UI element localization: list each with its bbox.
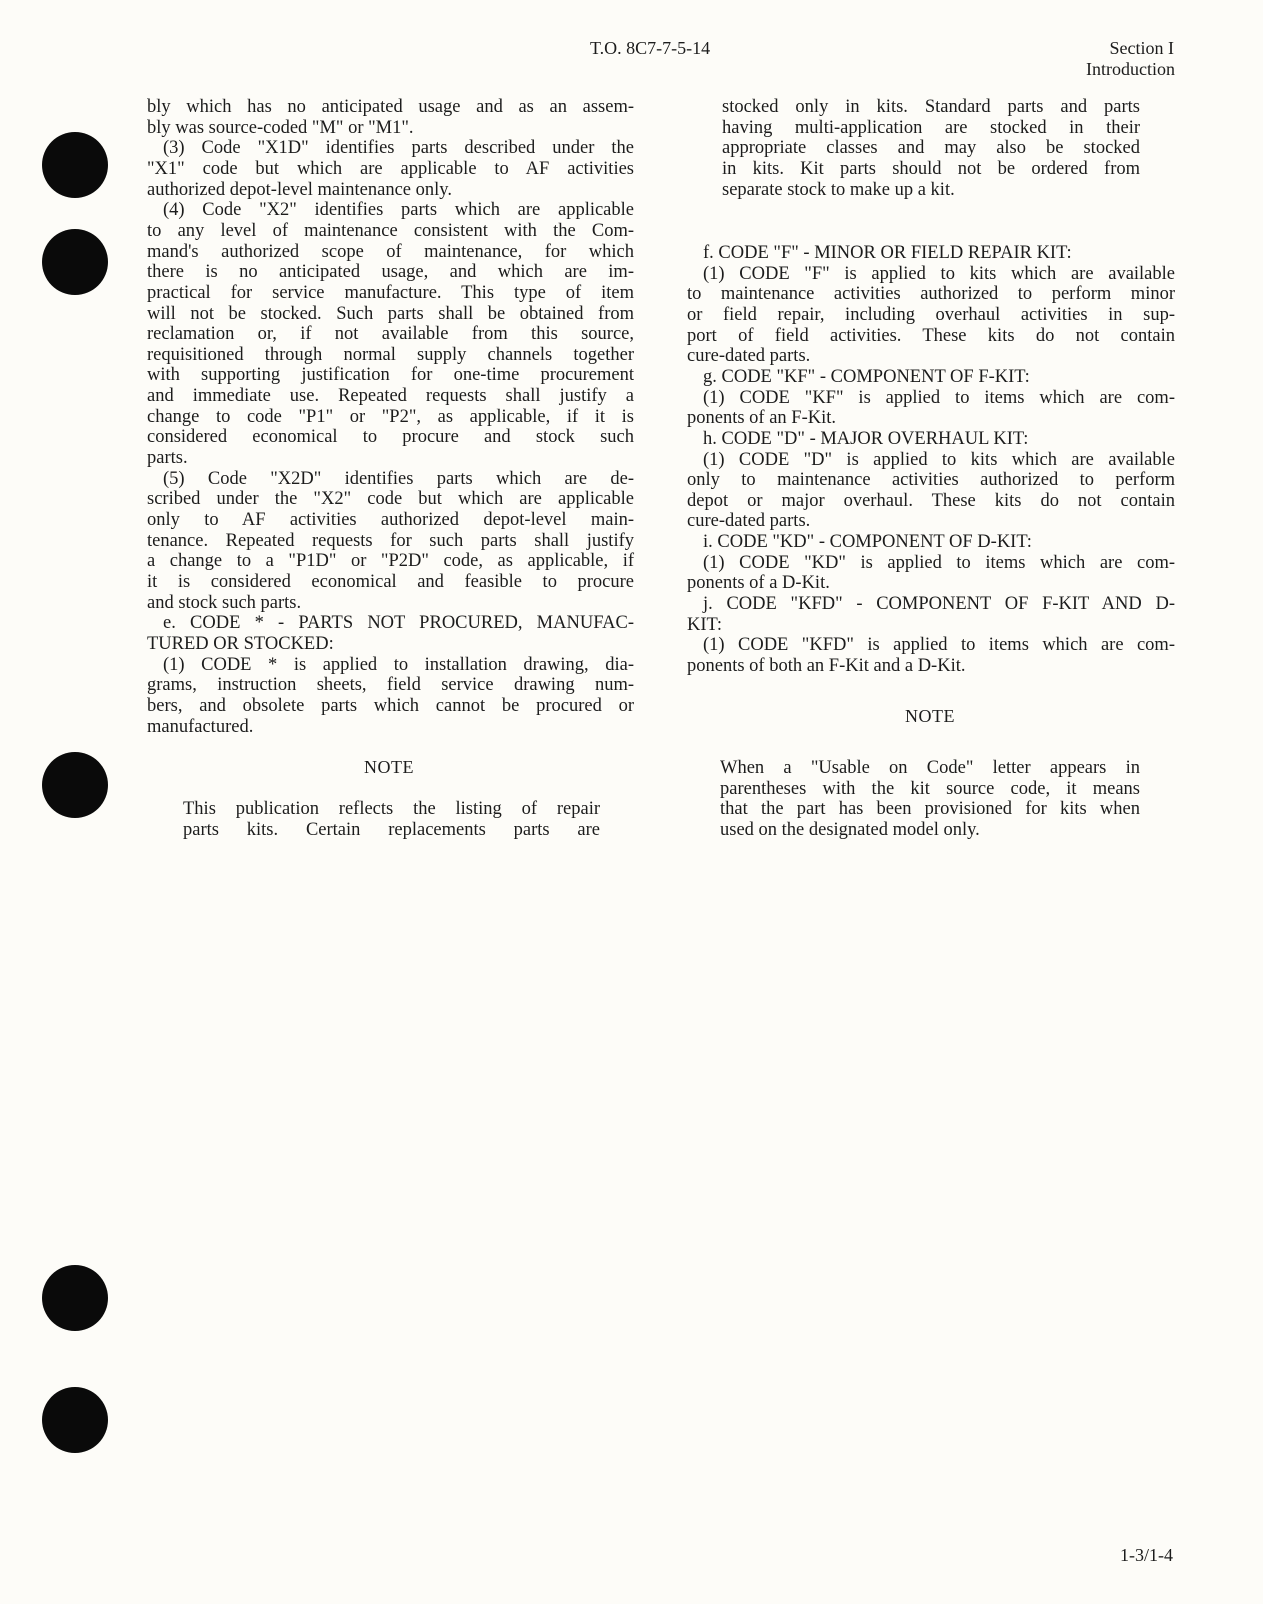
paragraph-line: g. CODE "KF" - COMPONENT OF F-KIT: [703,366,1030,387]
paragraph-line: f. CODE "F" - MINOR OR FIELD REPAIR KIT: [703,243,1072,263]
paragraph-line: bers, and obsolete parts which cannot be procured or [147,695,634,716]
paragraph-line: will not be stocked. Such parts shall be obtained from [147,303,634,324]
paragraph-line: j. CODE "KFD" - COMPONENT OF F-KIT AND D- [703,594,1175,615]
section-label: Section I [1109,38,1174,58]
paragraph-line: TURED OR STOCKED: [147,633,334,654]
paragraph-line: (4) Code "X2" identifies parts which are applicable [163,200,634,221]
punch-hole [42,752,108,818]
paragraph-line: "X1" code but which are applicable to AF activities [147,158,634,179]
paragraph-line: or field repair, including overhaul activities in sup- [687,304,1175,325]
paragraph-line: considered economical to procure and stock such [147,427,634,448]
paragraph-line: practical for service manufacture. This type of item [147,282,634,303]
paragraph-line: cure-dated parts. [687,511,811,532]
paragraph-line: and stock such parts. [147,592,302,613]
paragraph-line: manufactured. [147,716,254,737]
paragraph-line: i. CODE "KD" - COMPONENT OF D-KIT: [703,532,1032,553]
note-line: When a "Usable on Code" letter appears in [720,758,1140,778]
punch-hole [42,132,108,198]
paragraph-line: port of field activities. These kits do not contain [687,325,1175,346]
punch-hole [42,1387,108,1453]
note-continuation-line: stocked only in kits. Standard parts and parts [722,97,1140,117]
note-heading: NOTE [364,757,414,777]
paragraph-line: scribed under the "X2" code but which are applicable [147,489,634,510]
paragraph-line: change to code "P1" or "P2", as applicable, if it is [147,406,634,427]
paragraph-line: reclamation or, if not available from this source, [147,324,634,345]
paragraph-line: (1) CODE "KFD" is applied to items which are com- [703,635,1175,656]
paragraph-line: depot or major overhaul. These kits do not contain [687,490,1175,511]
note-continuation-line: separate stock to make up a kit. [722,179,955,200]
note-line: parentheses with the kit source code, it means [720,778,1140,799]
paragraph-line: (1) CODE "F" is applied to kits which are available [703,263,1175,284]
paragraph-line: tenance. Repeated requests for such parts shall justify [147,530,634,551]
paragraph-line: (3) Code "X1D" identifies parts described under the [163,138,634,159]
paragraph-line: and immediate use. Repeated requests shall justify a [147,386,634,407]
paragraph-line: h. CODE "D" - MAJOR OVERHAUL KIT: [703,428,1029,449]
note-heading: NOTE [905,706,955,726]
punch-hole [42,1265,108,1331]
note-line: parts kits. Certain replacements parts are [183,819,600,840]
paragraph-line: it is considered economical and feasible to procure [147,571,634,592]
doc-number: T.O. 8C7-7-5-14 [590,38,711,58]
paragraph-line: ponents of both an F-Kit and a D-Kit. [687,656,966,676]
paragraph-line: authorized depot-level maintenance only. [147,179,452,200]
paragraph-line: (1) CODE * is applied to installation drawing, dia- [163,654,634,675]
paragraph-line: parts. [147,448,188,469]
note-line: used on the designated model only. [720,819,980,840]
paragraph-line: there is no anticipated usage, and which are im- [147,262,634,283]
note-line: that the part has been provisioned for kits when [720,799,1140,820]
note-continuation-line: appropriate classes and may also be stocked [722,138,1140,159]
paragraph-line: (1) CODE "KD" is applied to items which are com- [703,552,1175,573]
paragraph-line: ponents of an F-Kit. [687,408,837,429]
paragraph-line: bly was source-coded "M" or "M1". [147,117,414,138]
paragraph-line: cure-dated parts. [687,346,811,367]
paragraph-line: (5) Code "X2D" identifies parts which are de- [163,468,634,489]
paragraph-line: e. CODE * - PARTS NOT PROCURED, MANUFAC- [163,613,634,634]
paragraph-line: grams, instruction sheets, field service drawing num- [147,675,634,696]
paragraph-line: requisitioned through normal supply channels together [147,344,634,365]
section-title: Introduction [1086,59,1175,79]
note-line: This publication reflects the listing of repair [183,799,600,819]
paragraph-line: KIT: [687,614,723,635]
paragraph-line: only to AF activities authorized depot-level main- [147,510,634,530]
paragraph-line: to maintenance activities authorized to perform minor [687,284,1175,305]
note-continuation-line: in kits. Kit parts should not be ordered from [722,158,1140,179]
page-number: 1-3/1-4 [1120,1545,1173,1565]
paragraph-line: (1) CODE "D" is applied to kits which are available [703,449,1175,470]
paragraph-line: bly which has no anticipated usage and as an assem- [147,97,634,117]
paragraph-line: only to maintenance activities authorized to perform [687,470,1175,491]
paragraph-line: with supporting justification for one-time procurement [147,365,634,386]
punch-hole [42,229,108,295]
note-continuation-line: having multi-application are stocked in their [722,117,1140,138]
paragraph-line: to any level of maintenance consistent with the Com- [147,220,634,241]
paragraph-line: a change to a "P1D" or "P2D" code, as applicable, if [147,551,634,572]
paragraph-line: mand's authorized scope of maintenance, for which [147,241,634,262]
paragraph-line: (1) CODE "KF" is applied to items which are com- [703,387,1175,408]
paragraph-line: ponents of a D-Kit. [687,573,830,594]
